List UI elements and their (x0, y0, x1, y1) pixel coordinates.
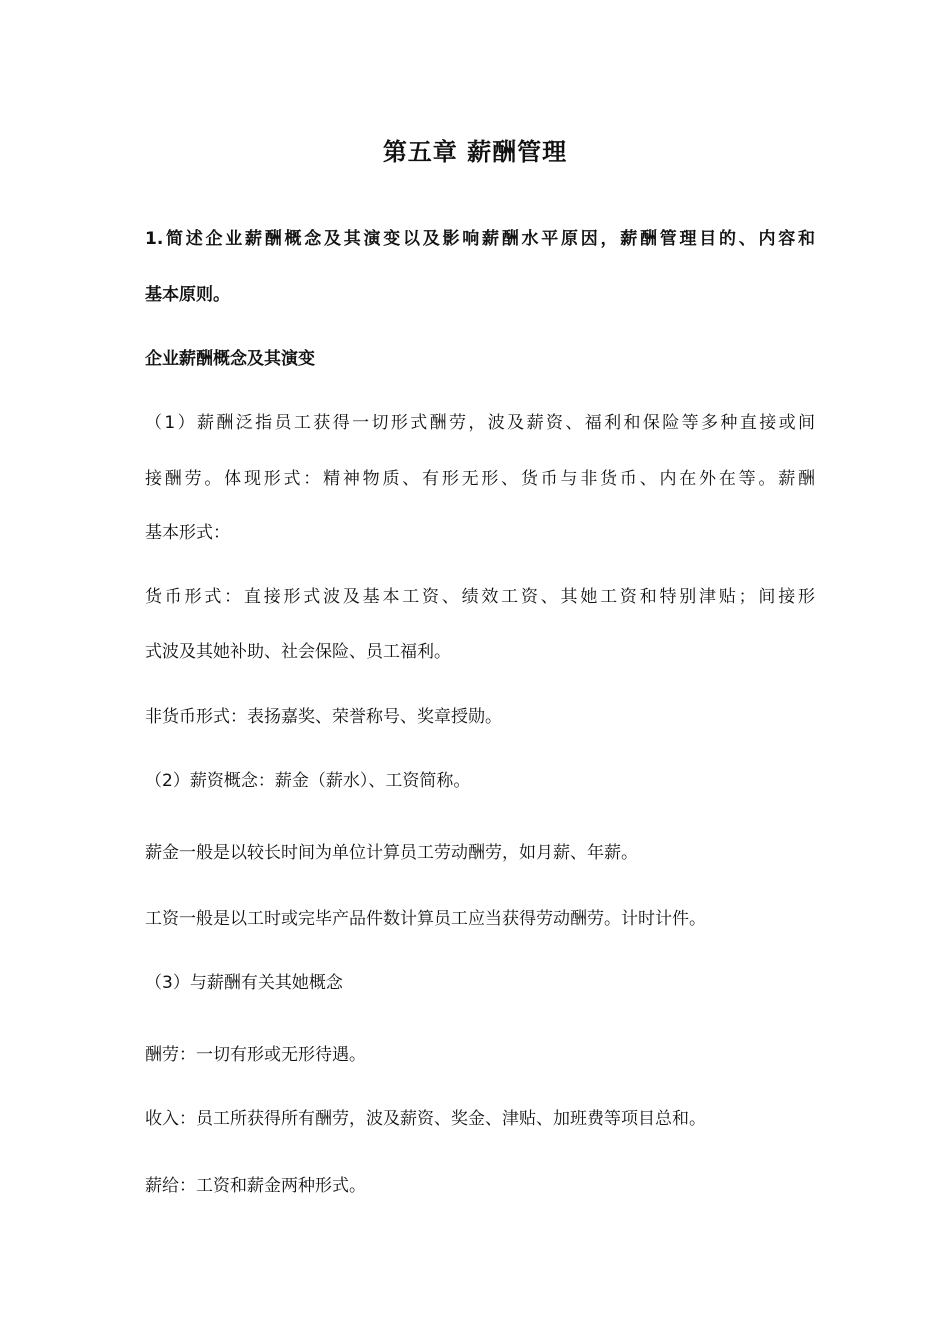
paragraph-2-line-1: 货币形式：直接形式波及基本工资、绩效工资、其她工资和特别津贴；间接形 (145, 587, 815, 607)
paragraph-9: 收入：员工所获得所有酬劳，波及薪资、奖金、津贴、加班费等项目总和。 (145, 1109, 706, 1129)
paragraph-8: 酬劳：一切有形或无形待遇。 (145, 1045, 366, 1065)
chapter-title: 第五章 薪酬管理 (382, 138, 568, 166)
paragraph-10: 薪给：工资和薪金两种形式。 (145, 1176, 366, 1196)
paragraph-3: 非货币形式：表扬嘉奖、荣誉称号、奖章授勋。 (145, 707, 502, 727)
paragraph-1-line-2: 接酬劳。体现形式：精神物质、有形无形、货币与非货币、内在外在等。薪酬 (145, 469, 815, 489)
paragraph-1-line-1: （1）薪酬泛指员工获得一切形式酬劳，波及薪资、福利和保险等多种直接或间 (145, 413, 815, 433)
question-line-1: 1.简述企业薪酬概念及其演变以及影响薪酬水平原因，薪酬管理目的、内容和 (145, 229, 815, 249)
question-line-2: 基本原则。 (145, 285, 230, 305)
section-heading: 企业薪酬概念及其演变 (145, 349, 315, 369)
paragraph-7: （3）与薪酬有关其她概念 (145, 973, 343, 993)
paragraph-6: 工资一般是以工时或完毕产品件数计算员工应当获得劳动酬劳。计时计件。 (145, 909, 706, 929)
paragraph-2-line-2: 式波及其她补助、社会保险、员工福利。 (145, 642, 451, 662)
paragraph-1-line-3: 基本形式： (145, 523, 230, 543)
paragraph-4: （2）薪资概念：薪金（薪水）、工资简称。 (145, 771, 471, 791)
paragraph-5: 薪金一般是以较长时间为单位计算员工劳动酬劳，如月薪、年薪。 (145, 843, 638, 863)
